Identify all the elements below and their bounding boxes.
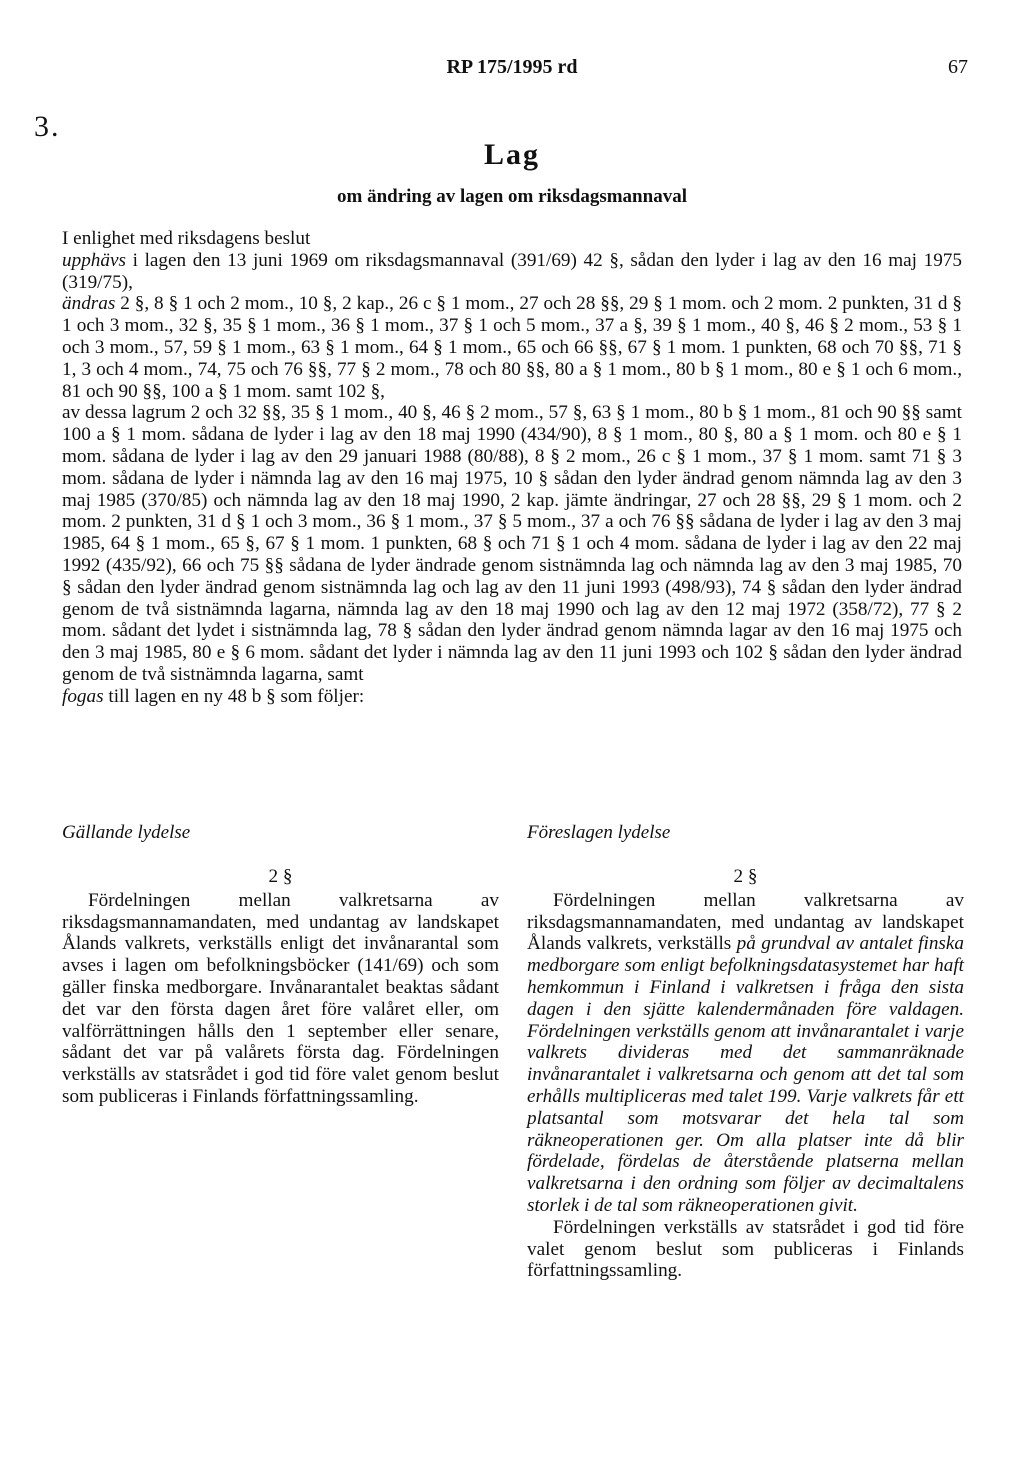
document-header-title: RP 175/1995 rd (446, 56, 578, 78)
proposed-wording-text (527, 890, 964, 1217)
add-keyword: fogas (62, 685, 104, 707)
proposed-wording-heading: Föreslagen lydelse (527, 822, 671, 843)
add-text: till lagen en ny 48 b § som följer: (103, 685, 365, 707)
amend-text: 2 §, 8 § 1 och 2 mom., 10 §, 2 kap., 26 c § 1 mom., 27 och 28 §§, 29 § 1 mom. och 2 mom. 2 punkten, 31 d § 1 och 3 mom., 32 §, 35 § 1 mom., 36 § 1 mom., 37 § 1 och 5 mom., 37 a §, 39 § 1 mom., 40 §, 46 § 2 mom., 53 § 1 och 3 mom., 57, 59 § 1 mom., 63 § 1 mom., 64 § 1 mom., 65 och 66 §§, 67 § 1 mom. 1 punkten, 68 och 70 §§, 71 § 1, 3 och 4 mom., 74, 75 och 76 §§, 77 § 2 mom., 78 och 80 §§, 80 a § 1 mom., 80 b § 1 mom., 80 e § 1 och 6 mom., 81 och 90 §§, 100 a § 1 mom. samt 102 §, (62, 293, 962, 402)
current-wording-column (62, 866, 499, 1108)
proposed-text-italic: på grundval av antalet finska medborgare som enligt befolkningsdatasystemet har haft hemkommun i Finland i valkretsen i fråga den sista dagen i den sjätte kalendermånaden före valdagen. Fördelningen verkställs genom att invånarantalet i varje valkrets divideras med det sammanräknade invånarantalet i valkretsarna och genom att det tal som erhålls multipliceras med talet 199. Varje valkrets får ett platsantal som motsvarar det hela tal som räkneoperationen ger. Om alla platser inte då blir fördelade, fördelas de återstående platserna mellan valkretsarna i den ordning som följer av decimaltalens storlek i de tal som räkneoperationen givit. (527, 933, 964, 1216)
section-label: 2 § (733, 866, 758, 887)
section-label: 2 § (268, 866, 293, 887)
law-subtitle: om ändring av lagen om riksdagsmannaval (337, 186, 687, 207)
current-wording-heading: Gällande lydelse (62, 822, 191, 843)
amend-paragraph (62, 293, 962, 402)
amend-keyword: ändras (62, 293, 116, 315)
intro-line: I enlighet med riksdagens beslut (62, 228, 311, 249)
proposed-wording-column (527, 866, 964, 1282)
section-number: 3. (34, 110, 61, 143)
current-wording-text: Fördelningen mellan valkretsarna av riksdagsmannamandaten, med undantag av landskapet Ålands valkrets, verkställs enligt det invånarantal som avses i lagen om befolkningsböcker (141/69) och som gäller finska medborgare. Invånarantalet beaktas sådant det var den första dagen året före valåret eller, om valförrättningen hålls den 1 september eller senare, sådant det var på valårets första dag. Fördelningen verkställs av statsrådet i god tid före valet genom beslut som publiceras i Finlands författningssamling. (62, 889, 499, 1107)
proposed-wording-text-2: Fördelningen verkställs av statsrådet i god tid före valet genom beslut som publiceras i Finlands författningssamling. (527, 1216, 964, 1282)
repeal-paragraph (62, 250, 962, 294)
add-paragraph (62, 686, 962, 708)
repeal-keyword: upphävs (62, 249, 126, 271)
repeal-text: i lagen den 13 juni 1969 om riksdagsmannaval (391/69) 42 §, sådan den lyder i lag av den 16 maj 1975 (319/75), (62, 249, 962, 293)
proposed-text-plain: Fördelningen mellan valkretsarna av riksdagsmannamandaten, med undantag av landskapet Ålands valkrets, verkställs (527, 889, 964, 955)
law-title: Lag (483, 138, 540, 171)
page-number: 67 (948, 56, 968, 78)
intro-text (62, 228, 962, 708)
amend-details-paragraph: av dessa lagrum 2 och 32 §§, 35 § 1 mom., 40 §, 46 § 2 mom., 57 §, 63 § 1 mom., 80 b § 1 mom., 81 och 90 §§ samt 100 a § 1 mom. sådana de lyder i lag av den 18 maj 1990 (434/90), 8 § 1 mom., 80 §, 80 a § 1 mom. och 80 e § 1 mom. sådana de lyder i lag av den 29 januari 1988 (80/88), 8 § 2 mom., 26 c § 1 mom., 37 § 1 mom. samt 71 § 3 mom. sådana de lyder i nämnda lag av den 16 maj 1975, 10 § sådan den lyder ändrad genom nämnda lag av den 3 maj 1985 (370/85) och nämnda lag av den 18 maj 1990, 2 kap. jämte ändringar, 27 och 28 §§, 29 § 1 mom. och 2 mom. 2 punkten, 31 d § 1 och 3 mom., 36 § 1 mom., 37 § 5 mom., 37 a och 76 §§ sådana de lyder i lag av den 3 maj 1985, 64 § 1 mom., 65 §, 67 § 1 mom. 1 punkten, 68 § och 71 § 1 och 4 mom. sådana de lyder i lag av den 22 maj 1992 (435/92), 66 och 75 §§ sådana de lyder ändrade genom sistnämnda lag och nämnda lag av den 3 maj 1985, 70 § sådan den lyder ändrad genom sistnämnda lag och lag av den 11 juni 1993 (498/93), 74 § sådan den lyder ändrad genom de två sistnämnda lagarna, nämnda lag av den 18 maj 1990 och lag av den 12 maj 1972 (358/72), 77 § 2 mom. sådant det lydet i sistnämnda lag, 78 § sådan den lyder ändrad genom nämnda lagar av den 16 maj 1975 och den 3 maj 1985, 80 e § 6 mom. sådant det lyder i nämnda lag av den 11 juni 1993 och 102 § sådan den lyder ändrad genom de två sistnämnda lagarna, samt (62, 402, 962, 685)
